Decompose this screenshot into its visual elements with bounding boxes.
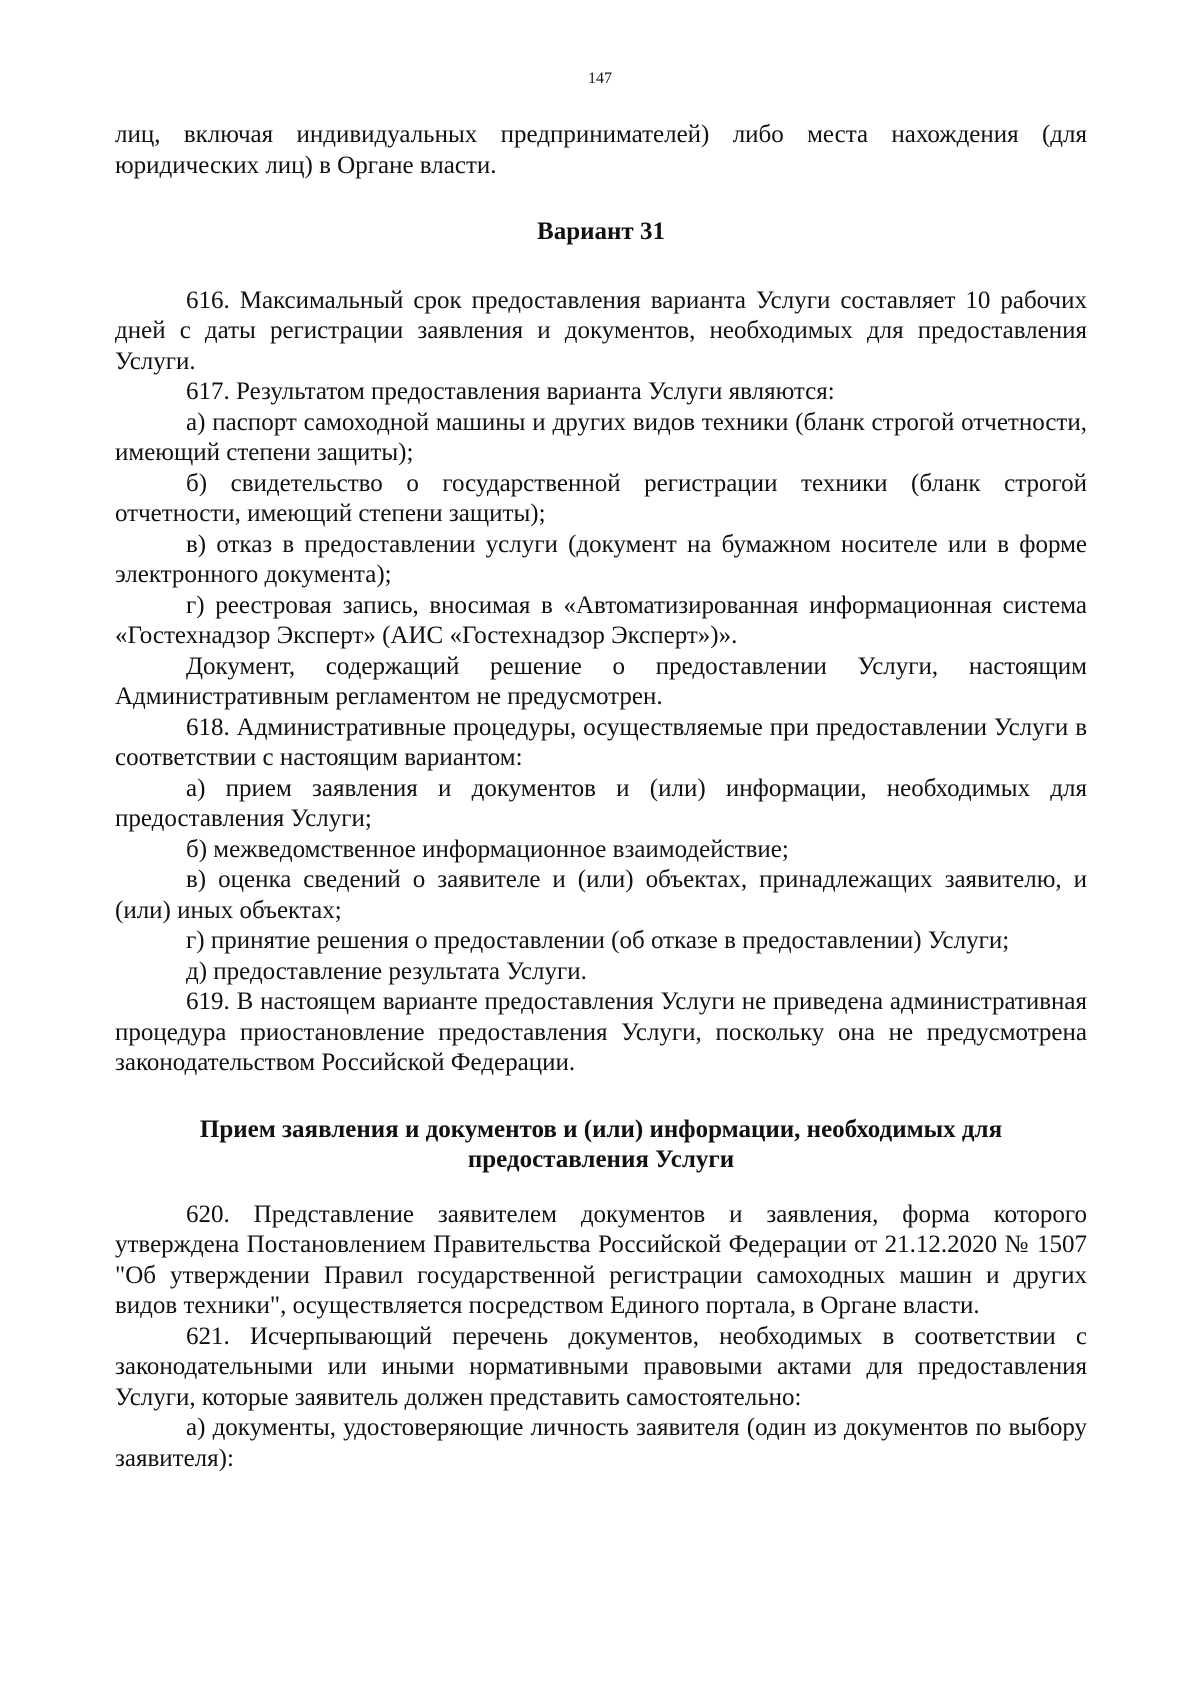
section-heading-line-1: Прием заявления и документов и (или) информации, необходимых для — [199, 1115, 1003, 1143]
paragraph-616: 616. Максимальный срок предоставления варианта Услуги составляет 10 рабочих дней с даты регистрации заявления и документов, необходимых для предоставления Услуги. — [115, 286, 1087, 375]
page-number: 147 — [588, 70, 612, 87]
list-item-617-v: в) отказ в предоставлении услуги (документ на бумажном носителе или в форме электронного документа); — [115, 530, 1087, 588]
variant-heading: Вариант 31 — [537, 218, 665, 245]
list-item-617-g: г) реестровая запись, вносимая в «Автоматизированная информационная система «Гостехнадзор Эксперт» (АИС «Гостехнадзор Эксперт»)». — [115, 591, 1087, 649]
list-item-618-a: а) прием заявления и документов и (или) информации, необходимых для предоставления Услуги; — [115, 774, 1087, 832]
document-body — [115, 120, 1087, 1474]
paragraph-618: 618. Административные процедуры, осуществляемые при предоставлении Услуги в соответствии с настоящим вариантом: — [115, 713, 1087, 771]
paragraph-620: 620. Представление заявителем документов и заявления, форма которого утверждена Постановлением Правительства Российской Федерации от 21.12.2020 № 1507 "Об утверждении Правил государственной регистрации самоходных машин и других видов техники", осуществляется посредством Единого портала, в Органе власти. — [115, 1200, 1087, 1319]
list-item-618-v: в) оценка сведений о заявителе и (или) объектах, принадлежащих заявителю, и (или) иных объектах; — [115, 866, 1087, 924]
section-heading-line-2: предоставления Услуги — [467, 1146, 735, 1173]
paragraph-decision-document: Документ, содержащий решение о предоставлении Услуги, настоящим Административным регламентом не предусмотрен. — [115, 652, 1087, 710]
list-item-618-b: б) межведомственное информационное взаимодействие; — [186, 835, 789, 863]
intro-paragraph: лиц, включая индивидуальных предпринимателей) либо места нахождения (для юридических лиц) в Органе власти. — [115, 121, 1087, 179]
list-item-618-g: г) принятие решения о предоставлении (об отказе в предоставлении) Услуги; — [186, 927, 1010, 954]
list-item-617-a: а) паспорт самоходной машины и других видов техники (бланк строгой отчетности, имеющий степени защиты); — [115, 408, 1087, 466]
list-item-617-b: б) свидетельство о государственной регистрации техники (бланк строгой отчетности, имеющий степени защиты); — [115, 469, 1087, 527]
section-heading — [115, 1115, 1087, 1176]
list-item-621-a: а) документы, удостоверяющие личность заявителя (один из документов по выбору заявителя): — [115, 1414, 1087, 1472]
paragraph-619: 619. В настоящем варианте предоставления Услуги не приведена административная процедура приостановление предоставления Услуги, поскольку она не предусмотрена законодательством Российской Федерации. — [115, 988, 1087, 1076]
paragraph-621: 621. Исчерпывающий перечень документов, необходимых в соответствии с законодательными или иными нормативными правовыми актами для предоставления Услуги, которые заявитель должен представить самостоятельно: — [115, 1322, 1087, 1411]
paragraph-617: 617. Результатом предоставления варианта Услуги являются: — [186, 378, 835, 405]
list-item-618-d: д) предоставление результата Услуги. — [186, 957, 587, 985]
